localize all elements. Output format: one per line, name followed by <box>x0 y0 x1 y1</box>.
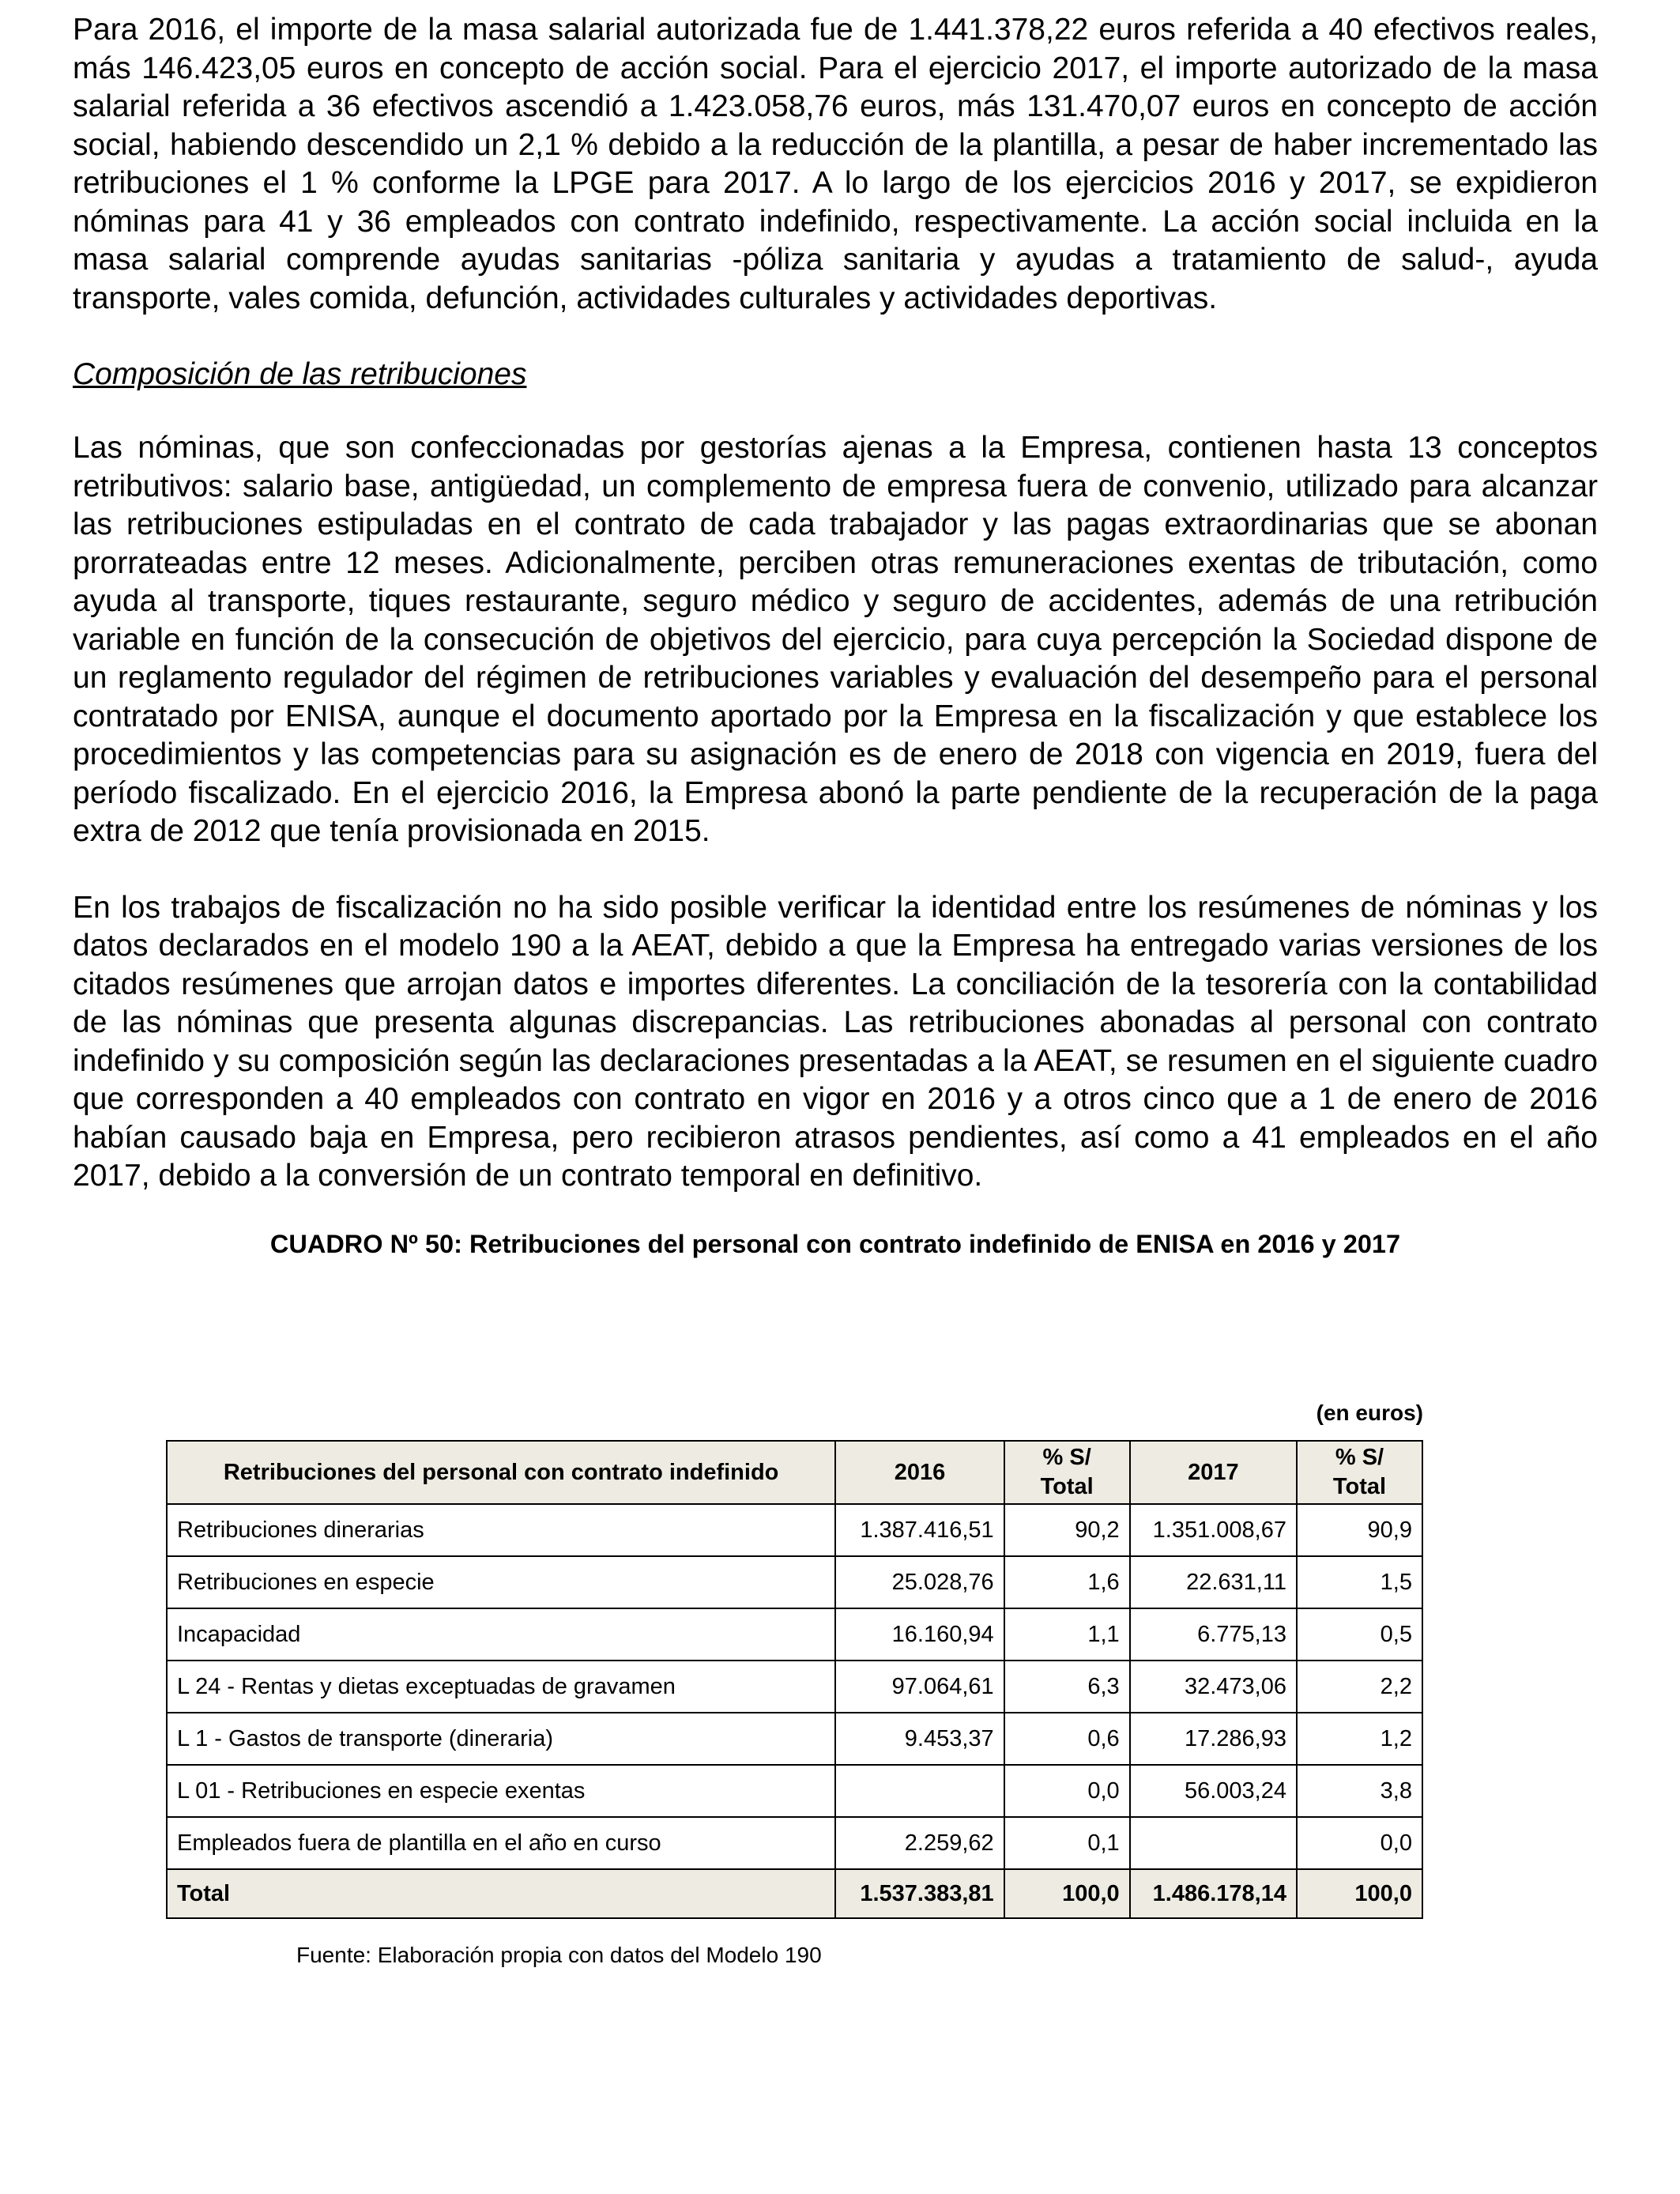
row-pct-2016: 1,1 <box>1004 1608 1130 1661</box>
row-value-2016: 97.064,61 <box>835 1661 1004 1713</box>
row-value-2017: 22.631,11 <box>1130 1556 1297 1608</box>
paragraph-fiscalizacion: En los trabajos de fiscalización no ha sido posible verificar la identidad entre los resúmenes de nóminas y los datos declarados en el modelo 190 a la AEAT, debido a que la Empresa ha entregado varias versiones de los citados resúmenes que arrojan datos e importes diferentes. La conciliación de la tesorería con la contabilidad de las nóminas que presenta algunas discrepancias. Las retribuciones abonadas al personal con contrato indefinido y su composición según las declaraciones presentadas a la AEAT, se resumen en el siguiente cuadro que corresponden a 40 empleados con contrato en vigor en 2016 y a otros cinco que a 1 de enero de 2016 habían causado baja en Empresa, pero recibieron atrasos pendientes, así como a 41 empleados en el año 2017, debido a la conversión de un contrato temporal en definitivo. <box>73 890 1598 1193</box>
retribuciones-table <box>166 1440 1423 1919</box>
row-pct-2016: 1,6 <box>1004 1556 1130 1608</box>
table-row <box>167 1661 1422 1713</box>
row-pct-2016: 0,1 <box>1004 1817 1130 1869</box>
row-concept: Incapacidad <box>167 1608 835 1661</box>
table-header-row <box>167 1441 1422 1504</box>
row-value-2016: 16.160,94 <box>835 1608 1004 1661</box>
paragraph-composicion: Las nóminas, que son confeccionadas por gestorías ajenas a la Empresa, contienen hasta 13 conceptos retributivos: salario base, antigüedad, un complemento de empresa fuera de convenio, utilizado para alcanzar las retribuciones estipuladas en el contrato de cada trabajador y las pagas extraordinarias que se abonan prorrateadas entre 12 meses. Adicionalmente, perciben otras remuneraciones exentas de tributación, como ayuda al transporte, tiques restaurante, seguro médico y seguro de accidentes, además de una retribución variable en función de la consecución de objetivos del ejercicio, para cuya percepción la Sociedad dispone de un reglamento regulador del régimen de retribuciones variables y evaluación del desempeño para el personal contratado por ENISA, aunque el documento aportado por la Empresa en la fiscalización y que establece los procedimientos y las competencias para su asignación es de enero de 2018 con vigencia en 2019, fuera del período fiscalizado. En el ejercicio 2016, la Empresa abonó la parte pendiente de la recuperación de la paga extra de 2012 que tenía provisionada en 2015. <box>73 431 1598 848</box>
table-units: (en euros) <box>1316 1400 1423 1425</box>
paragraph-masa-salarial: Para 2016, el importe de la masa salarial autorizada fue de 1.441.378,22 euros referida a 40 efectivos reales, más 146.423,05 euros en concepto de acción social. Para el ejercicio 2017, el importe autorizado de la masa salarial referida a 36 efectivos ascendió a 1.423.058,76 euros, más 131.470,07 euros en concepto de acción social, habiendo descendido un 2,1 % debido a la reducción de la plantilla, a pesar de haber incrementado las retribuciones el 1 % conforme la LPGE para 2017. A lo largo de los ejercicios 2016 y 2017, se expidieron nóminas para 41 y 36 empleados con contrato indefinido, respectivamente. La acción social incluida en la masa salarial comprende ayudas sanitarias -póliza sanitaria y ayudas a tratamiento de salud-, ayuda transporte, vales comida, defunción, actividades culturales y actividades deportivas. <box>73 13 1598 315</box>
row-concept: Retribuciones en especie <box>167 1556 835 1608</box>
row-concept: L 01 - Retribuciones en especie exentas <box>167 1765 835 1817</box>
table-title: CUADRO Nº 50: Retribuciones del personal con contrato indefinido de ENISA en 2016 y 2017 <box>269 1229 1401 1258</box>
row-value-2016 <box>835 1765 1004 1817</box>
row-pct-2017: 0,0 <box>1297 1817 1422 1869</box>
row-value-2016: 9.453,37 <box>835 1713 1004 1765</box>
row-value-2016: 1.387.416,51 <box>835 1504 1004 1556</box>
table-source-note: Fuente: Elaboración propia con datos del Modelo 190 <box>296 1943 822 1967</box>
row-value-2017: 1.351.008,67 <box>1130 1504 1297 1556</box>
row-value-2017: 6.775,13 <box>1130 1608 1297 1661</box>
document-body <box>73 11 1598 1262</box>
row-pct-2016: 0,0 <box>1004 1765 1130 1817</box>
row-concept: L 1 - Gastos de transporte (dineraria) <box>167 1713 835 1765</box>
row-concept: Retribuciones dinerarias <box>167 1504 835 1556</box>
row-value-2017: 17.286,93 <box>1130 1713 1297 1765</box>
row-pct-2017: 0,5 <box>1297 1608 1422 1661</box>
table-row <box>167 1713 1422 1765</box>
row-pct-2016: 0,6 <box>1004 1713 1130 1765</box>
table-row <box>167 1608 1422 1661</box>
total-value-2017: 1.486.178,14 <box>1130 1869 1297 1918</box>
table-row <box>167 1504 1422 1556</box>
row-value-2017: 32.473,06 <box>1130 1661 1297 1713</box>
total-pct-2017: 100,0 <box>1297 1869 1422 1918</box>
table-total-row <box>167 1869 1422 1918</box>
header-pct-2016: % S/ Total <box>1004 1441 1130 1504</box>
table-row <box>167 1765 1422 1817</box>
row-pct-2017: 1,5 <box>1297 1556 1422 1608</box>
row-pct-2017: 1,2 <box>1297 1713 1422 1765</box>
row-pct-2016: 90,2 <box>1004 1504 1130 1556</box>
row-concept: L 24 - Rentas y dietas exceptuadas de gravamen <box>167 1661 835 1713</box>
row-value-2016: 25.028,76 <box>835 1556 1004 1608</box>
row-value-2017 <box>1130 1817 1297 1869</box>
row-pct-2017: 3,8 <box>1297 1765 1422 1817</box>
row-value-2017: 56.003,24 <box>1130 1765 1297 1817</box>
header-2017: 2017 <box>1130 1441 1297 1504</box>
row-concept: Empleados fuera de plantilla en el año en curso <box>167 1817 835 1869</box>
row-pct-2017: 90,9 <box>1297 1504 1422 1556</box>
header-concept: Retribuciones del personal con contrato indefinido <box>167 1441 835 1504</box>
total-label: Total <box>167 1869 835 1918</box>
total-value-2016: 1.537.383,81 <box>835 1869 1004 1918</box>
header-pct-2017: % S/ Total <box>1297 1441 1422 1504</box>
table-row <box>167 1556 1422 1608</box>
section-heading: Composición de las retribuciones <box>73 357 527 391</box>
row-pct-2017: 2,2 <box>1297 1661 1422 1713</box>
table-row <box>167 1817 1422 1869</box>
row-pct-2016: 6,3 <box>1004 1661 1130 1713</box>
row-value-2016: 2.259,62 <box>835 1817 1004 1869</box>
header-2016: 2016 <box>835 1441 1004 1504</box>
total-pct-2016: 100,0 <box>1004 1869 1130 1918</box>
